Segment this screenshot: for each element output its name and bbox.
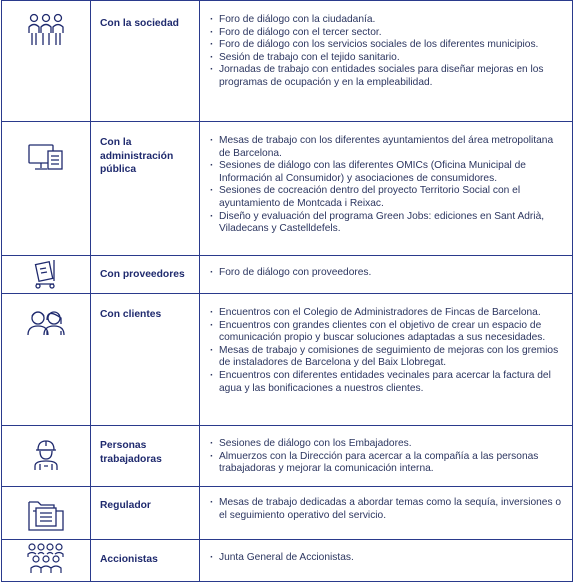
icon-cell — [2, 540, 91, 581]
list-item: · Sesión de trabajo con el tejido sanitario. — [210, 52, 566, 65]
table-row — [2, 122, 572, 256]
row-title: Con la sociedad — [91, 1, 200, 121]
list-item: · Foro de diálogo con el tercer sector. — [210, 27, 566, 40]
list-item: · Mesas de trabajo dedicadas a abordar temas como la sequía, inversiones o el seguimiento operativo del servicio. — [210, 497, 566, 522]
list-item: · Junta General de Accionistas. — [210, 552, 566, 565]
list-item: · Foro de diálogo con proveedores. — [210, 267, 566, 280]
table-row — [2, 1, 572, 122]
list-item: · Mesas de trabajo con los diferentes ayuntamientos del área metropolitana de Barcelona. — [210, 135, 566, 160]
list-item: · Encuentros con diferentes entidades vecinales para acercar la factura del agua y las bonificaciones a nuestros clientes. — [210, 370, 566, 395]
table-row — [2, 540, 572, 581]
row-items — [200, 294, 572, 425]
list-item: · Sesiones de diálogo con las diferentes OMICs (Oficina Municipal de Información al Consumidor) y asociaciones de consumidores. — [210, 160, 566, 185]
hand-truck-icon — [32, 259, 60, 293]
row-title: Accionistas — [91, 540, 200, 581]
icon-cell — [2, 294, 91, 425]
row-title: Personas trabajadoras — [91, 426, 200, 486]
row-items — [200, 1, 572, 121]
list-item: · Sesiones de cocreación dentro del proyecto Territorio Social con el ayuntamiento de Montcada i Reixac. — [210, 185, 566, 210]
list-item: · Sesiones de diálogo con los Embajadores. — [210, 438, 566, 451]
row-items — [200, 540, 572, 581]
row-title: Con la administración pública — [91, 122, 200, 255]
table-row — [2, 294, 572, 426]
icon-cell — [2, 256, 91, 293]
icon-cell — [2, 426, 91, 486]
table-row — [2, 426, 572, 487]
list-item: · Almuerzos con la Dirección para acercar a la compañía a las personas trabajadoras y mejorar la comunicación interna. — [210, 451, 566, 476]
list-item: · Diseño y evaluación del programa Green Jobs: ediciones en Sant Adrià, Viladecans y Castelldefels. — [210, 211, 566, 236]
folder-document-icon — [28, 495, 64, 539]
table-row — [2, 256, 572, 294]
icon-cell — [2, 487, 91, 539]
community-people-icon — [27, 13, 65, 121]
row-title: Con clientes — [91, 294, 200, 425]
customers-icon — [27, 308, 65, 425]
list-item: · Mesas de trabajo y comisiones de seguimiento de mejoras con los gremios de instaladores de Barcelona y del Baix Llobregat. — [210, 345, 566, 370]
list-item: · Jornadas de trabajo con entidades sociales para diseñar mejoras en los programas de ocupación y en la empleabilidad. — [210, 64, 566, 89]
list-item: · Encuentros con grandes clientes con el objetivo de crear un espacio de comunicación propio y buscar soluciones adaptadas a sus necesidades. — [210, 320, 566, 345]
row-title: Con proveedores — [91, 256, 200, 293]
row-items — [200, 256, 572, 293]
list-item: · Foro de diálogo con la ciudadanía. — [210, 14, 566, 27]
row-items — [200, 426, 572, 486]
table-row — [2, 487, 572, 540]
shareholders-group-icon — [26, 542, 66, 581]
row-title: Regulador — [91, 487, 200, 539]
row-items — [200, 122, 572, 255]
worker-helmet-icon — [34, 439, 58, 486]
list-item: · Encuentros con el Colegio de Administradores de Fincas de Barcelona. — [210, 307, 566, 320]
row-items — [200, 487, 572, 539]
stakeholder-dialogue-table — [1, 0, 573, 582]
icon-cell — [2, 122, 91, 255]
list-item: · Foro de diálogo con los servicios sociales de los diferentes municipios. — [210, 39, 566, 52]
icon-cell — [2, 1, 91, 121]
computer-document-icon — [28, 144, 64, 255]
